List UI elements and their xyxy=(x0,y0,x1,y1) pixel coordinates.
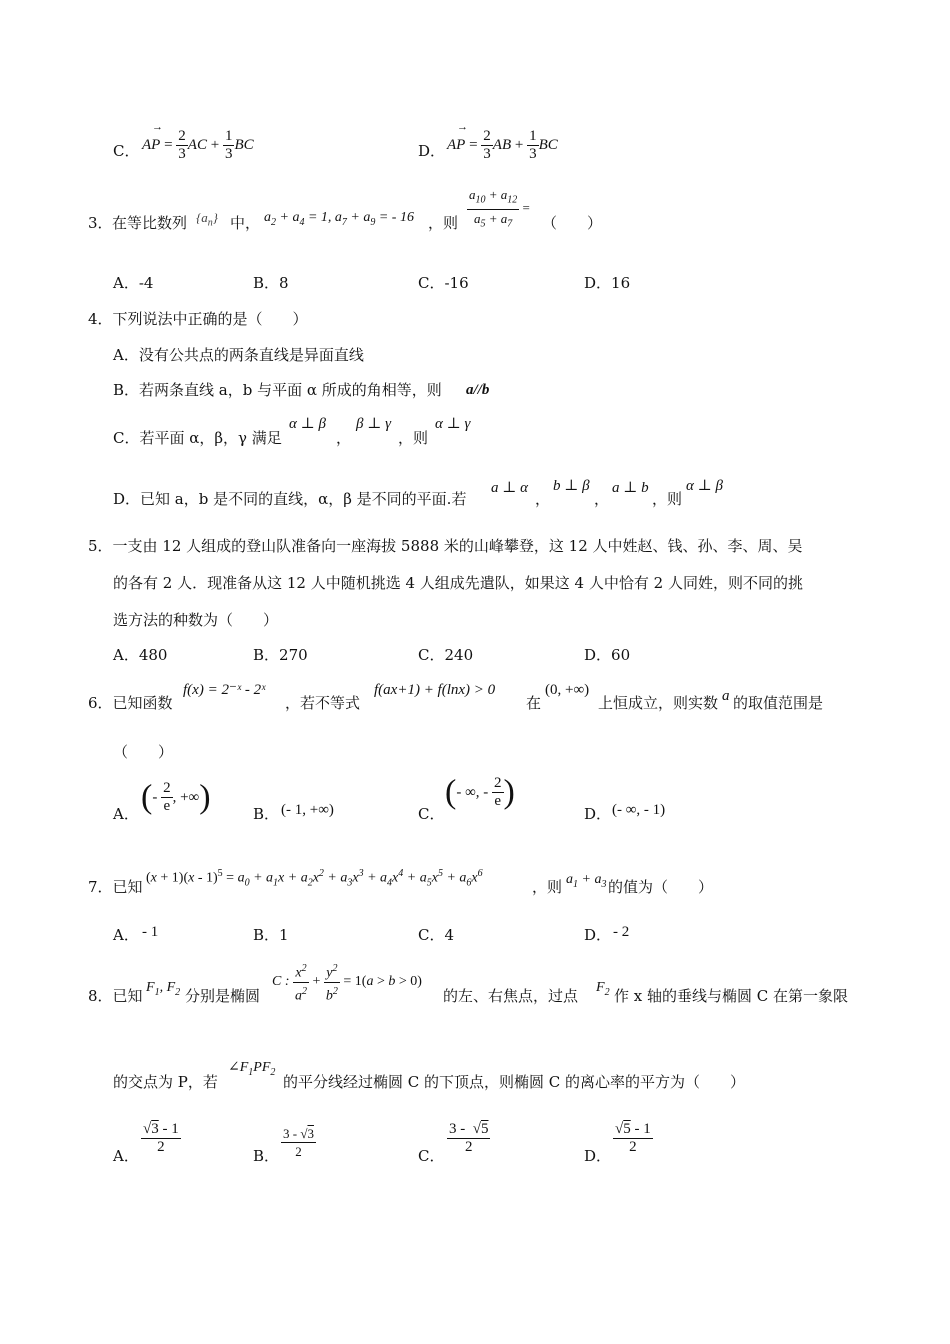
q6-option-c-label: C． xyxy=(418,805,445,823)
q7-expansion-expr: $(x + 1)(x - 1)^5 = a_0 + a_1x + a_2x^2 + a_3x^3 + a_4x^4 + a_5x^5 + a_6x^6$ xyxy=(146,868,483,889)
q8-option-a-expr: $\frac{√3 - 1}{2}$ xyxy=(143,1121,179,1155)
q6-interval: (0, +∞) xyxy=(545,682,590,698)
q4-option-d-then: ，则 xyxy=(652,490,683,508)
q8-option-d-label: D． xyxy=(584,1147,612,1165)
q4-option-d-sep1: ， xyxy=(535,490,551,508)
q5-option-a: A．480 xyxy=(113,646,168,664)
q7-option-a-expr: - 1 xyxy=(142,924,159,940)
q2-option-d-label: D． xyxy=(418,142,446,160)
q8-t2: 的左、右焦点，过点 xyxy=(443,987,579,1005)
q3-number: 3． xyxy=(88,214,113,232)
q2-option-c-label: C． xyxy=(113,142,140,160)
q7-tail: 的值为（ ） xyxy=(608,878,714,896)
q6-option-b-expr: (- 1, +∞) xyxy=(281,802,334,818)
q4-option-c-result: α ⊥ γ xyxy=(435,416,471,432)
q8-option-a-label: A． xyxy=(113,1147,139,1165)
q6-function-expr: f(x) = 2⁻ˣ - 2ˣ xyxy=(183,682,266,698)
q3-stem-b: 中， xyxy=(230,214,261,232)
q6-number: 6．已知函数 xyxy=(88,694,173,712)
q8-ellipse-expr: C : $\frac{x^2}{a^2}$ + $\frac{y^2}{b^2}$ = 1(a > b > 0) xyxy=(272,960,422,1004)
q6-inequality-expr: f(ax+1) + f(lnx) > 0 xyxy=(374,682,496,698)
q7-number: 7．已知 xyxy=(88,878,143,896)
q3-option-c: C．-16 xyxy=(418,274,469,292)
q6-mid: ，若不等式 xyxy=(285,694,361,712)
q3-stem-a: 在等比数列 xyxy=(112,214,188,232)
q4-option-c-then: ，则 xyxy=(398,429,429,447)
q6-option-c-expr: (- ∞, - $\frac{2}{e}$ ) xyxy=(445,773,515,811)
q4-option-a: A．没有公共点的两条直线是异面直线 xyxy=(113,346,364,364)
q4-option-d: D．已知 a，b 是不同的直线，α，β 是不同的平面.若 xyxy=(113,490,467,508)
q8-option-c-expr: $\frac{3 - √5}{2}$ xyxy=(449,1121,489,1155)
q6-option-a-label: A． xyxy=(113,805,139,823)
q8-foci-expr: $F_1$, $F_2$ xyxy=(146,980,181,998)
q4-stem: 4．下列说法中正确的是（ ） xyxy=(88,310,308,328)
q5-line2: 的各有 2 人．现准备从这 12 人中随机挑选 4 人组成先遣队，如果这 4 人中恰有 2 人同姓，则不同的挑 xyxy=(113,574,803,592)
q6-tail2: 的取值范围是 xyxy=(733,694,824,712)
q4-option-d-sep2: ， xyxy=(594,490,610,508)
q4-option-b-expr: a//b xyxy=(466,382,490,398)
q7-option-b: B．1 xyxy=(253,926,289,944)
q3-ratio-expr: $\frac{a_{10} + a_{12}}{a_5 + a_7}$ = xyxy=(469,187,530,230)
q4-option-c-rel1: α ⊥ β xyxy=(289,416,326,432)
q8-line2b: 的平分线经过椭圆 C 的下顶点，则椭圆 C 的离心率的平方为（ ） xyxy=(283,1073,746,1091)
q7-sum-expr: $a_1 + a_3$ xyxy=(566,872,607,890)
q6-var: a xyxy=(722,688,730,704)
q3-sequence-expr: $\{a_n\}$ xyxy=(196,210,218,229)
q8-t1: 分别是椭圆 xyxy=(185,987,261,1005)
q4-option-c-sep1: ， xyxy=(336,429,352,447)
q2-option-d-expr: → AP = $\frac{2}{3}$ AB + $\frac{1}{3}$ BC xyxy=(447,121,558,162)
q6-option-a-expr: (- $\frac{2}{e}$ , +∞) xyxy=(141,778,211,816)
q6-in: 在 xyxy=(526,694,542,712)
q3-paren: （ ） xyxy=(542,214,603,232)
q6-paren: （ ） xyxy=(113,743,174,761)
q8-number: 8．已知 xyxy=(88,987,143,1005)
q5-option-b: B．270 xyxy=(253,646,308,664)
q8-option-b-expr: $\frac{3 - √3}{2}$ xyxy=(283,1126,314,1159)
q4-option-c: C．若平面 α，β，γ 满足 xyxy=(113,429,282,447)
q3-option-d: D．16 xyxy=(584,274,631,292)
q8-option-d-expr: $\frac{√5 - 1}{2}$ xyxy=(615,1121,651,1155)
q3-condition-expr: $a_2 + a_4 = 1$, $a_7 + a_9$ = - 16 xyxy=(264,210,414,228)
q8-point-f2: $F_2$ xyxy=(596,980,610,998)
q7-option-d-expr: - 2 xyxy=(613,924,630,940)
q7-option-c: C．4 xyxy=(418,926,455,944)
q5-option-c: C．240 xyxy=(418,646,474,664)
q4-option-d-result: α ⊥ β xyxy=(686,478,723,494)
q6-option-b-label: B． xyxy=(253,805,280,823)
q6-tail1: 上恒成立，则实数 xyxy=(598,694,719,712)
q4-option-c-rel2: β ⊥ γ xyxy=(356,416,391,432)
q5-line3: 选方法的种数为（ ） xyxy=(113,611,279,629)
q6-option-d-expr: (- ∞, - 1) xyxy=(612,802,666,818)
q8-option-c-label: C． xyxy=(418,1147,445,1165)
q7-option-a-label: A． xyxy=(113,926,139,944)
q8-t3: 作 x 轴的垂线与椭圆 C 在第一象限 xyxy=(614,987,849,1005)
q5-line1: 5．一支由 12 人组成的登山队准备向一座海拔 5888 米的山峰攀登，这 12 人中姓赵、钱、孙、李、周、吴 xyxy=(88,537,803,555)
q7-then: ，则 xyxy=(532,878,563,896)
q8-line2a: 的交点为 P，若 xyxy=(113,1073,218,1091)
q3-option-b: B．8 xyxy=(253,274,289,292)
q3-stem-c: ，则 xyxy=(428,214,459,232)
q2-option-c-expr: → AP = $\frac{2}{3}$ AC + $\frac{1}{3}$ BC xyxy=(142,121,254,162)
q3-option-a: A．-4 xyxy=(113,274,154,292)
q4-option-d-rel2: b ⊥ β xyxy=(553,478,590,494)
q6-option-d-label: D． xyxy=(584,805,612,823)
q5-option-d: D．60 xyxy=(584,646,631,664)
q8-option-b-label: B． xyxy=(253,1147,280,1165)
q4-option-d-rel1: a ⊥ α xyxy=(491,480,528,496)
q4-option-b: B．若两条直线 a，b 与平面 α 所成的角相等，则 xyxy=(113,381,442,399)
q4-option-d-rel3: a ⊥ b xyxy=(612,480,649,496)
q7-option-d-label: D． xyxy=(584,926,612,944)
q8-angle-expr: $\angle F_1PF_2$ xyxy=(228,1060,276,1078)
